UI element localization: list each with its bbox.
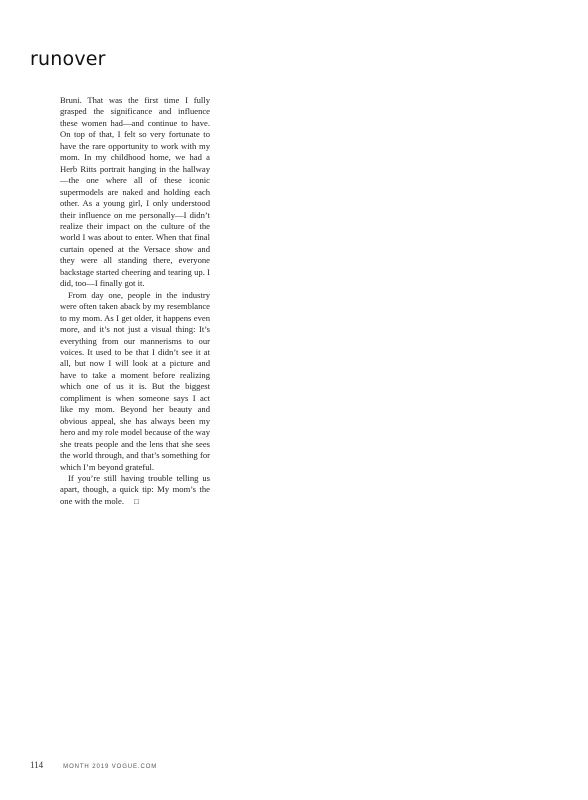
- article-paragraph-2: From day one, people in the industry were often taken aback by my resemblance to my mom. As I get older, it happens even more, and it’s not just a visual thing: It’s everything from our mannerisms to our voices. It used to be that I didn’t see it at all, but now I will look at a picture and have to take a moment before realizing which one of us it is. But the biggest compliment is when someone says I act like my mom. Beyond her beauty and obvious appeal, she has always been my hero and my role model because of the way she treats people and the lens that she sees the world through, and that’s something for which I’m beyond grateful.: [60, 289, 210, 472]
- page-footer: [30, 760, 157, 770]
- article-paragraph-3: [60, 473, 210, 507]
- page-number: 114: [30, 760, 44, 770]
- end-mark-icon: □: [133, 496, 139, 506]
- section-title: runover: [30, 48, 106, 70]
- article-body: [60, 95, 210, 507]
- article-paragraph-3-text: If you’re still having trouble telling us apart, though, a quick tip: My mom’s the one with the mole.: [60, 472, 210, 506]
- footer-issue-line: MONTH 2019 VOGUE.COM: [63, 764, 158, 770]
- article-paragraph-1: Bruni. That was the first time I fully grasped the significance and influence these women had—and continue to have. On top of that, I felt so very fortunate to have the rare opportunity to work with my mom. In my childhood home, we had a Herb Ritts portrait hanging in the hallway—the one where all of these iconic supermodels are naked and holding each other. As a young girl, I only understood their influence on me personally—I didn’t realize their impact on the culture of the world I was about to enter. When that final curtain opened at the Versace show and they were all standing there, everyone backstage started cheering and tearing up. I did, too—I finally got it.: [60, 95, 210, 289]
